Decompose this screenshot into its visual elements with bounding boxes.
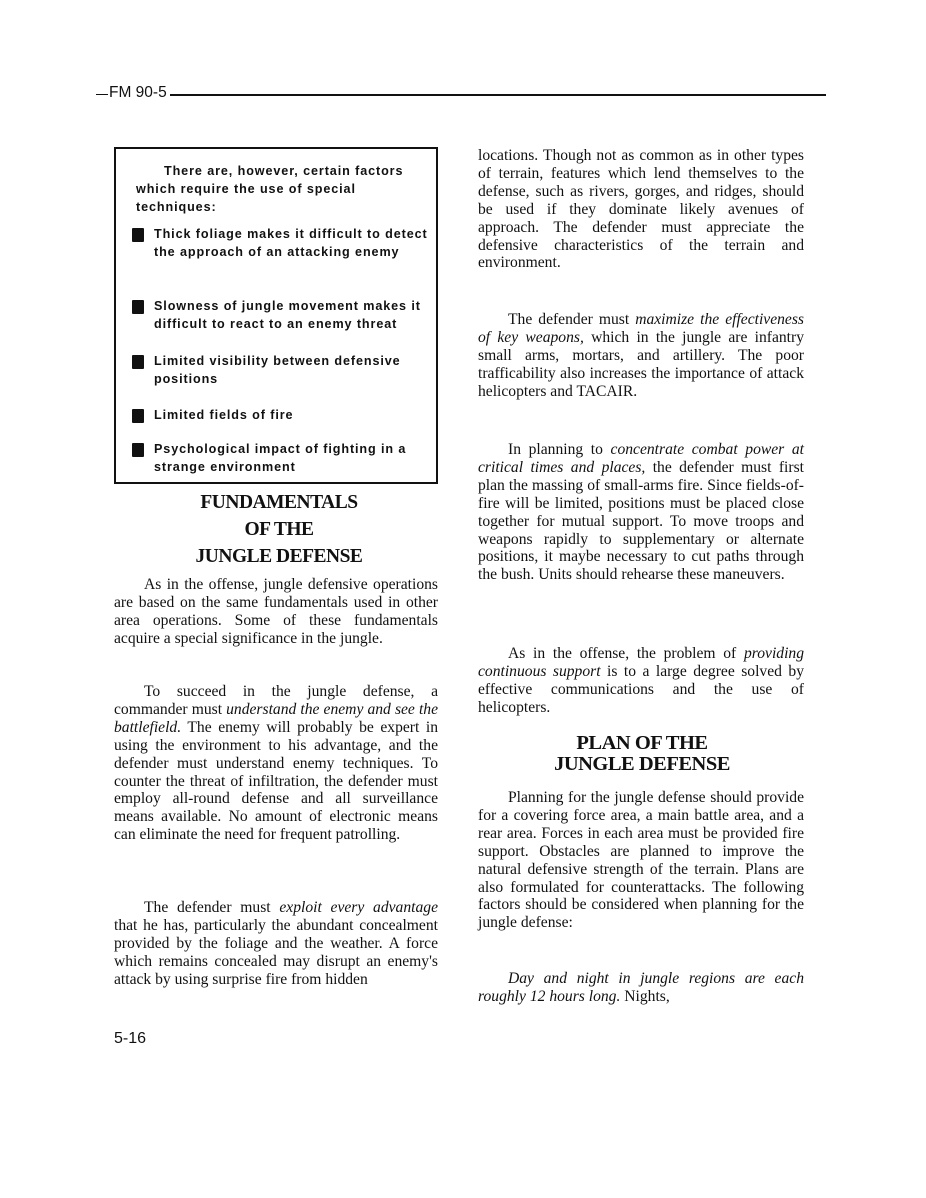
square-bullet-icon — [132, 355, 144, 369]
box-item-text: Limited visibility between defensive positions — [154, 354, 401, 386]
header-rule — [170, 94, 826, 96]
box-list-item — [132, 440, 432, 476]
text-run: that he has, particularly the abundant concealment provided by the foliage and the weather. A force which remains concealed may disrupt an enemy's attack by using surprise fire from hidden — [114, 916, 438, 988]
italic-emphasis: concentrate combat power at critical times and places, — [478, 441, 804, 476]
heading-line: OF THE — [244, 519, 314, 540]
paragraph: Planning for the jungle defense should provide for a covering force area, a main battle area, and a rear area. Forces in each area must be provided fire support. Obstacles are planned to improve the natural defensive strength of the terrain. Plans are also formulated for counterattacks. The following factors should be considered when planning for the jungle defense: — [478, 789, 804, 932]
heading-line: JUNGLE DEFENSE — [195, 546, 363, 567]
text-run: In planning to — [508, 441, 611, 458]
box-list-item — [132, 297, 432, 333]
paragraph — [478, 441, 804, 584]
page-number: 5-16 — [114, 1030, 147, 1047]
heading-line: FUNDAMENTALS — [200, 492, 358, 513]
text-run: As in the offense, the problem of — [508, 645, 744, 662]
doc-code: FM 90-5 — [109, 84, 171, 102]
paragraph — [114, 899, 438, 989]
heading-line: PLAN OF THE — [576, 732, 708, 754]
box-item-text: Psychological impact of fighting in a strange environment — [154, 442, 407, 474]
text-run: The defender must — [508, 311, 636, 328]
running-header — [96, 84, 826, 104]
italic-emphasis: Day and night in jungle regions are each roughly 12 hours long. — [478, 970, 804, 1005]
square-bullet-icon — [132, 409, 144, 423]
italic-emphasis: exploit every advantage — [279, 899, 438, 916]
box-intro: There are, however, certain factors which require the use of special techniques: — [136, 164, 404, 214]
square-bullet-icon — [132, 443, 144, 457]
heading-line: JUNGLE DEFENSE — [554, 753, 730, 775]
paragraph — [478, 645, 804, 717]
italic-emphasis: maximize the effectiveness of key weapons, — [478, 311, 804, 346]
section-heading-fundamentals — [114, 489, 444, 570]
text-run: To succeed in the jungle defense, a commander must — [114, 683, 438, 718]
paragraph — [114, 683, 438, 844]
square-bullet-icon — [132, 300, 144, 314]
text-run: which in the jungle are infantry small arms, mortars, and artillery. The poor trafficability also increases the importance of attack helicopters and TACAIR. — [478, 328, 804, 400]
italic-emphasis: providing continuous support — [478, 645, 804, 680]
box-list-item — [132, 406, 432, 424]
section-heading-plan — [478, 733, 806, 775]
box-list-item — [132, 225, 432, 261]
text-run: Nights, — [620, 987, 670, 1005]
paragraph: locations. Though not as common as in other types of terrain, features which lend themselves to the defense, such as rivers, gorges, and ridges, should be used if they dominate likely avenues of approach. The defender must appreciate the defensive characteristics of the terrain and environment. — [478, 147, 804, 272]
header-dash — [96, 94, 108, 95]
box-list-item — [132, 352, 432, 388]
special-techniques-box — [114, 147, 438, 484]
paragraph — [478, 970, 804, 1006]
box-item-text: Limited fields of fire — [154, 408, 294, 422]
text-run: The enemy will probably be expert in using the environment to his advantage, and the defender must understand enemy techniques. To counter the threat of infiltration, the defender must employ all-round defense and all surveillance means available. No amount of electronic means can eliminate the need for frequent patrolling. — [114, 718, 438, 844]
paragraph: As in the offense, jungle defensive operations are based on the same fundamentals used in other area operations. Some of these fundamentals acquire a special significance in the jungle. — [114, 576, 438, 647]
box-item-text: Thick foliage makes it difficult to detect the approach of an attacking enemy — [154, 227, 428, 259]
text-run: is to a large degree solved by effective communications and the use of helicopters. — [478, 662, 804, 716]
paragraph — [478, 311, 804, 401]
box-item-text: Slowness of jungle movement makes it difficult to react to an enemy threat — [154, 299, 421, 331]
text-run: The defender must — [144, 899, 280, 916]
square-bullet-icon — [132, 228, 144, 242]
text-run: the defender must first plan the massing of small-arms fire. Since fields-of-fire will be limited, positions must be placed close together for mutual support. To move troops and weapons rapidly to supplementary or alternate positions, it maybe necessary to cut paths through the bush. Units should rehearse these maneuvers. — [478, 458, 804, 584]
italic-emphasis: understand the enemy and see the battlefield. — [114, 700, 438, 736]
